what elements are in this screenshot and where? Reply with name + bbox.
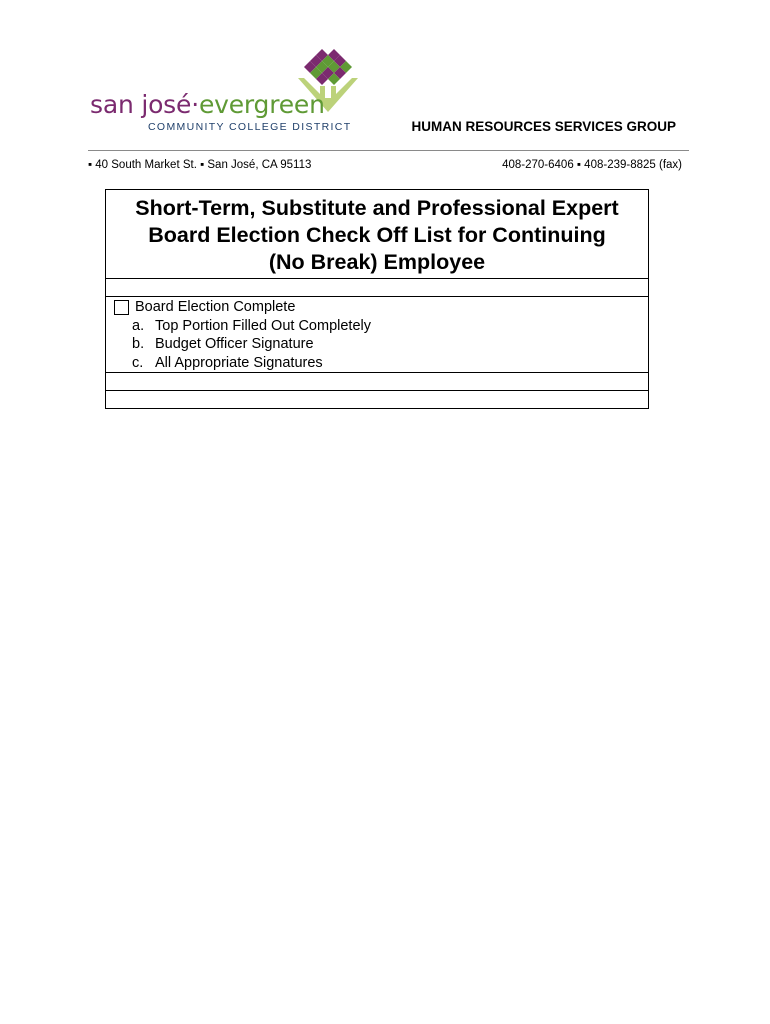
logo-subtitle: COMMUNITY COLLEGE DISTRICT — [148, 121, 352, 133]
logo-wordmark-primary: san josé — [90, 90, 192, 119]
blank-row — [106, 279, 649, 297]
letterhead — [0, 0, 770, 190]
checklist-sub-item — [114, 354, 648, 373]
sub-item-marker: c. — [132, 354, 144, 371]
checklist-table — [105, 189, 649, 409]
sub-item-text: Budget Officer Signature — [155, 336, 314, 352]
sub-item-text: All Appropriate Signatures — [155, 354, 323, 371]
address-line: ▪ 40 South Market St. ▪ San José, CA 95113 — [88, 159, 312, 171]
checklist-item-label: Board Election Complete — [135, 299, 296, 315]
checklist-sub-item — [114, 335, 648, 354]
sub-item-text: Top Portion Filled Out Completely — [155, 317, 371, 334]
blank-cell — [106, 391, 649, 409]
checklist-item — [114, 298, 648, 317]
board-election-checkbox[interactable] — [114, 300, 129, 315]
district-logo-wordmark — [90, 92, 325, 117]
logo-wordmark-secondary: evergreen — [198, 90, 325, 119]
department-name: HUMAN RESOURCES SERVICES GROUP — [411, 119, 676, 134]
header-divider — [88, 150, 689, 151]
form-title — [106, 190, 649, 279]
title-row — [106, 190, 649, 279]
logo-wordmark-separator: · — [191, 90, 199, 119]
checklist-item-row — [106, 297, 649, 373]
blank-cell — [106, 279, 649, 297]
checklist-sub-item — [114, 317, 648, 336]
blank-cell — [106, 373, 649, 391]
blank-row — [106, 373, 649, 391]
checklist-item-cell — [106, 297, 649, 373]
form-title-line: (No Break) Employee — [268, 250, 486, 274]
phone-line: 408-270-6406 ▪ 408-239-8825 (fax) — [502, 159, 682, 171]
form-title-line: Short-Term, Substitute and Professional Expert — [135, 196, 619, 220]
blank-row — [106, 391, 649, 409]
sub-item-marker: b. — [132, 336, 145, 352]
form-title-line: Board Election Check Off List for Continuing — [148, 223, 606, 247]
sub-item-marker: a. — [132, 317, 145, 334]
